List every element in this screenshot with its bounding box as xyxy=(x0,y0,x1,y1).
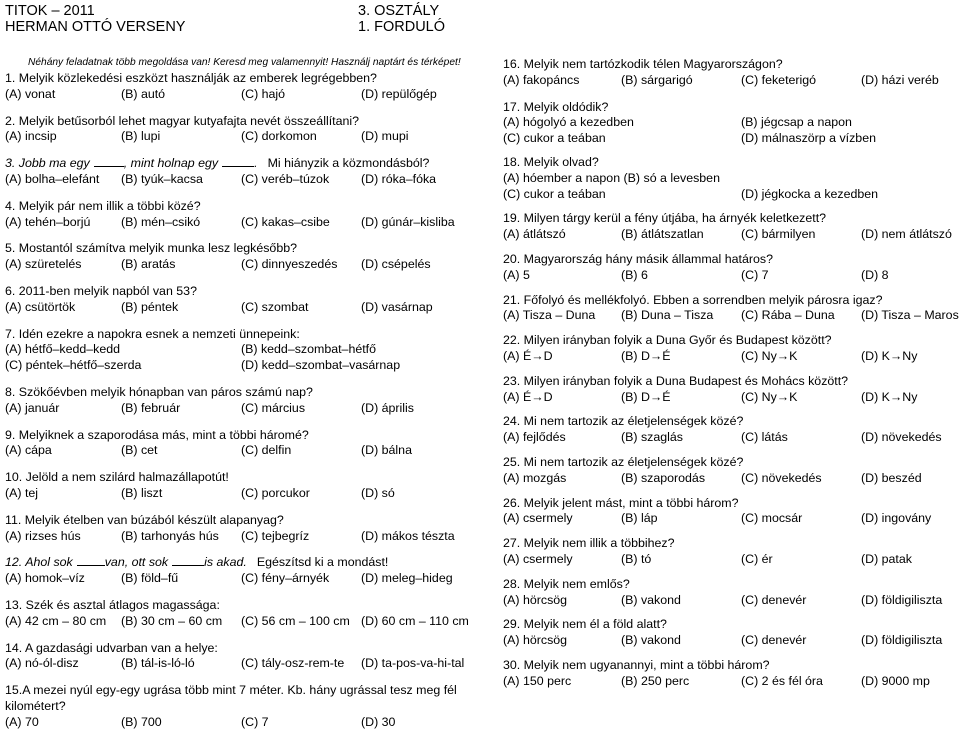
answer-option: (B) vakond xyxy=(621,633,681,648)
answer-option: (D) bálna xyxy=(361,443,412,458)
answer-option: (B) liszt xyxy=(121,485,163,500)
answer-option: (B) jégcsap a napon xyxy=(741,115,852,130)
answer-option: (C) növekedés xyxy=(741,470,822,485)
answer-row xyxy=(5,257,460,273)
question xyxy=(503,293,960,325)
answer-option: (C) Rába – Duna xyxy=(741,308,835,323)
question xyxy=(503,496,960,528)
answer-row xyxy=(5,358,460,374)
answer-option: (B) aratás xyxy=(121,257,176,272)
answer-row xyxy=(503,171,960,187)
answer-option: (D) róka–fóka xyxy=(361,171,437,186)
answer-option: (B) D→É xyxy=(621,389,671,404)
question xyxy=(503,57,960,89)
question-text: 16. Melyik nem tartózkodik télen Magyarországon? xyxy=(503,57,783,71)
question-text: 8. Szökőévben melyik hónapban van páros számú nap? xyxy=(5,384,313,399)
answer-option: (D) földigiliszta xyxy=(861,592,943,607)
question-part: 12. Ahol sok xyxy=(5,555,73,570)
answer-option: (B) 250 perc xyxy=(621,673,690,688)
answer-row xyxy=(5,486,460,502)
answer-option: (B) szaporodás xyxy=(621,470,706,485)
answer-option: (B) tyúk–kacsa xyxy=(121,171,203,186)
question xyxy=(5,513,460,545)
answer-option: (D) április xyxy=(361,400,415,415)
answer-option: (C) péntek–hétfő–szerda xyxy=(5,358,142,373)
answer-option: (D) mákos tészta xyxy=(361,528,455,543)
answer-option: (A) 5 xyxy=(503,267,530,282)
answer-option: (A) 150 perc xyxy=(503,673,572,688)
answer-option: (C) porcukor xyxy=(241,485,310,500)
answer-option: (A) fakopáncs xyxy=(503,72,580,87)
question-text: 11. Melyik ételben van búzából készült alapanyag? xyxy=(5,512,284,527)
answer-option: (D) beszéd xyxy=(861,470,922,485)
answer-row xyxy=(503,471,960,487)
question-text: 9. Melyiknek a szaporodása más, mint a többi háromé? xyxy=(5,427,309,442)
answer-option: (A) tej xyxy=(5,485,39,500)
question-text: 27. Melyik nem illik a többihez? xyxy=(503,536,675,551)
answer-option: (D) jégkocka a kezedben xyxy=(741,186,879,201)
answer-option: (C) szombat xyxy=(241,299,309,314)
answer-option: (B) péntek xyxy=(121,299,179,314)
answer-row xyxy=(5,342,460,358)
answer-row xyxy=(5,300,460,316)
answer-option: (C) dinnyeszedés xyxy=(241,257,338,272)
question xyxy=(5,683,460,730)
instructions-note: Néhány feladatnak több megoldása van! Keresd meg valamennyit! Használj naptárt és térképet! xyxy=(28,57,461,68)
question xyxy=(5,428,460,460)
question xyxy=(503,100,960,147)
answer-option: (D) kedd–szombat–vasárnap xyxy=(241,358,401,373)
answer-option: (D) növekedés xyxy=(861,430,942,445)
answer-option: (D) ingovány xyxy=(861,511,932,526)
answer-option: (D) csépelés xyxy=(361,257,431,272)
question-text: 17. Melyik oldódik? xyxy=(503,99,609,114)
answer-option: (B) átlátszatlan xyxy=(621,227,704,242)
answer-option: (C) tály-osz-rem-te xyxy=(241,656,345,671)
answer-option: (B) cet xyxy=(121,443,158,458)
answer-option: (C) 7 xyxy=(241,714,269,729)
answer-option: (D) Tisza – Maros xyxy=(861,308,959,323)
question-text: 15.A mezei nyúl egy-egy ugrása több mint 7 méter. Kb. hány ugrással tesz meg fél kilométert? xyxy=(5,683,457,713)
question xyxy=(503,252,960,284)
answer-option: (A) hógolyó a kezedben xyxy=(503,115,634,130)
question-text: 4. Melyik pár nem illik a többi közé? xyxy=(5,198,201,213)
answer-option: (D) 8 xyxy=(861,267,889,282)
answer-option: (B) tarhonyás hús xyxy=(121,528,219,543)
answer-row xyxy=(503,390,960,406)
answer-row xyxy=(5,87,460,103)
answer-option: (A) rizses hús xyxy=(5,528,81,543)
answer-option: (B) Duna – Tisza xyxy=(621,308,714,323)
answer-option: (B) tál-is-ló-ló xyxy=(121,656,195,671)
question-text: 10. Jelöld a nem szilárd halmazállapotút! xyxy=(5,470,229,485)
question xyxy=(5,241,460,273)
question xyxy=(5,597,469,630)
answer-row xyxy=(503,227,960,243)
answer-row xyxy=(503,674,960,690)
answer-option: (A) bolha–elefánt xyxy=(5,171,100,186)
answer-option: (C) delfin xyxy=(241,443,292,458)
question xyxy=(5,114,460,146)
question xyxy=(5,199,460,231)
question xyxy=(503,455,960,487)
header-right xyxy=(358,3,445,35)
question-text: 18. Melyik olvad? xyxy=(503,154,599,169)
answer-option: (A) csermely xyxy=(503,511,573,526)
answer-option: (A) incsip xyxy=(5,129,57,144)
blank xyxy=(94,156,124,167)
answer-row xyxy=(503,308,960,324)
blank xyxy=(77,555,105,566)
question-part: Egészítsd ki a mondást! xyxy=(256,555,389,570)
question-text: 28. Melyik nem emlős? xyxy=(503,576,630,591)
answer-row xyxy=(503,73,960,89)
answer-option: (C) 56 cm – 100 cm xyxy=(241,613,350,628)
answer-option: (A) 42 cm – 80 cm xyxy=(5,613,107,628)
answer-option: (A) mozgás xyxy=(503,470,567,485)
answer-option: (B) február xyxy=(121,400,181,415)
answer-option: (D) vasárnap xyxy=(361,299,433,314)
answer-row xyxy=(503,593,960,609)
answer-option: (B) autó xyxy=(121,86,166,101)
answer-option: (B) 30 cm – 60 cm xyxy=(121,613,223,628)
answer-option: (C) tejbegríz xyxy=(241,528,310,543)
round-label: 1. FORDULÓ xyxy=(358,19,446,35)
answer-row xyxy=(503,430,960,446)
answer-option: (A) átlátszó xyxy=(503,227,566,242)
answer-row xyxy=(503,511,960,527)
answer-option: (D) nem átlátszó xyxy=(861,227,952,242)
answer-option: (A) hörcsög xyxy=(503,633,568,648)
question xyxy=(503,333,960,365)
answer-option: (D) 30 xyxy=(361,714,396,729)
question-text: 26. Melyik jelent mást, mint a többi három? xyxy=(503,495,739,510)
answer-option: (C) fény–árnyék xyxy=(241,571,330,586)
question-part: van, ott sok xyxy=(104,555,169,570)
answer-option: (A) nó-ól-disz xyxy=(5,656,79,671)
answer-row xyxy=(503,349,960,365)
answer-option: (B) szaglás xyxy=(621,430,683,445)
answer-option: (C) dorkomon xyxy=(241,129,317,144)
question-part: , mint holnap egy xyxy=(123,156,219,171)
question-part: . xyxy=(254,156,258,171)
blank xyxy=(172,555,204,566)
answer-row xyxy=(5,571,460,587)
answer-option: (A) szüretelés xyxy=(5,257,82,272)
blank xyxy=(222,156,254,167)
answer-option: (B) sárgarigó xyxy=(621,72,693,87)
answer-option: (B) föld–fű xyxy=(121,571,179,586)
question-text: 19. Milyen tárgy kerül a fény útjába, ha árnyék keletkezett? xyxy=(503,211,827,226)
answer-option: (B) láp xyxy=(621,511,658,526)
answer-row xyxy=(503,131,960,147)
question xyxy=(503,414,960,446)
answer-option: (C) 2 és fél óra xyxy=(741,673,823,688)
answer-option: (C) ér xyxy=(741,551,773,566)
answer-row xyxy=(5,172,460,188)
answer-option: (C) Ny→K xyxy=(741,348,798,363)
question-text: 1. Melyik közlekedési eszközt használják az emberek legrégebben? xyxy=(5,71,377,85)
question-text: 7. Idén ezekre a napokra esnek a nemzeti ünnepeink: xyxy=(5,326,300,341)
answer-option: (C) denevér xyxy=(741,592,807,607)
answer-option: (C) kakas–csibe xyxy=(241,214,330,229)
answer-option: (D) ta-pos-va-hi-tal xyxy=(361,656,465,671)
answer-option: (B) tó xyxy=(621,551,652,566)
answer-row xyxy=(5,715,460,731)
answer-row xyxy=(503,187,960,203)
answer-row xyxy=(5,401,460,417)
question-part: Mi hiányzik a közmondásból? xyxy=(267,156,430,171)
answer-option: (D) patak xyxy=(861,551,912,566)
question-text: 20. Magyarország hány másik állammal határos? xyxy=(503,251,773,266)
answer-option: (A) hörcsög xyxy=(503,592,568,607)
answer-option: (B) lupi xyxy=(121,129,161,144)
contest-name: HERMAN OTTÓ VERSENY xyxy=(5,19,186,35)
questions-left-column xyxy=(5,71,469,731)
answer-row xyxy=(503,633,960,649)
answer-option: (B) 700 xyxy=(121,714,162,729)
question xyxy=(5,71,460,103)
answer-option: (D) 9000 mp xyxy=(861,673,930,688)
question xyxy=(5,470,460,502)
question-text: 23. Milyen irányban folyik a Duna Budapest és Mohács között? xyxy=(503,373,849,388)
question-text: 14. A gazdasági udvarban van a helye: xyxy=(5,640,218,655)
header-left xyxy=(5,3,185,35)
question-text: 22. Milyen irányban folyik a Duna Győr és Budapest között? xyxy=(503,333,832,348)
answer-option: (D) málnaszörp a vízben xyxy=(741,131,876,146)
answer-option: (C) mocsár xyxy=(741,511,803,526)
answer-row xyxy=(5,129,460,145)
answer-option: (C) március xyxy=(241,400,306,415)
answer-option: (A) hóember a napon (B) só a levesben xyxy=(503,170,720,185)
contest-title: TITOK – 2011 xyxy=(5,3,95,19)
answer-option: (C) bármilyen xyxy=(741,227,816,242)
question-text: 2. Melyik betűsorból lehet magyar kutyafajta nevét összeállítani? xyxy=(5,113,360,128)
questions-right-column xyxy=(503,57,960,690)
answer-option: (C) látás xyxy=(741,430,788,445)
answer-row xyxy=(5,529,460,545)
answer-option: (D) mupi xyxy=(361,129,409,144)
answer-option: (A) vonat xyxy=(5,86,56,101)
question xyxy=(5,385,460,417)
question-text: 21. Főfolyó és mellékfolyó. Ebben a sorrendben melyik párosra igaz? xyxy=(503,292,883,307)
question xyxy=(503,658,960,690)
answer-row xyxy=(503,552,960,568)
answer-option: (B) mén–csikó xyxy=(121,214,201,229)
answer-option: (C) cukor a teában xyxy=(503,186,606,201)
answer-option: (D) meleg–hideg xyxy=(361,571,453,586)
answer-option: (D) repülőgép xyxy=(361,86,437,101)
question-text: 6. 2011-ben melyik napból van 53? xyxy=(5,283,197,298)
answer-option: (C) 7 xyxy=(741,267,769,282)
answer-row xyxy=(5,613,469,630)
answer-option: (B) vakond xyxy=(621,592,681,607)
answer-option: (A) Tisza – Duna xyxy=(503,308,596,323)
answer-option: (B) kedd–szombat–hétfő xyxy=(241,342,376,357)
answer-option: (C) veréb–túzok xyxy=(241,171,330,186)
answer-row xyxy=(5,656,465,672)
answer-option: (B) D→É xyxy=(621,348,671,363)
question xyxy=(503,617,960,649)
answer-option: (C) Ny→K xyxy=(741,389,798,404)
question xyxy=(5,156,460,188)
question-text: 24. Mi nem tartozik az életjelenségek közé? xyxy=(503,414,744,429)
question-text: 13. Szék és asztal átlagos magassága: xyxy=(5,597,220,612)
question-text xyxy=(5,555,460,571)
question xyxy=(503,536,960,568)
answer-row xyxy=(503,268,960,284)
answer-option: (C) cukor a teában xyxy=(503,131,606,146)
answer-option: (C) denevér xyxy=(741,633,807,648)
answer-option: (B) 6 xyxy=(621,267,648,282)
answer-option: (A) január xyxy=(5,400,60,415)
answer-option: (A) hétfő–kedd–kedd xyxy=(5,342,121,357)
answer-row xyxy=(5,215,460,231)
answer-option: (A) tehén–borjú xyxy=(5,214,91,229)
answer-option: (C) hajó xyxy=(241,86,286,101)
answer-option: (D) 60 cm – 110 cm xyxy=(361,613,469,628)
answer-option: (A) É→D xyxy=(503,389,553,404)
question xyxy=(5,327,460,374)
question xyxy=(503,211,960,243)
answer-option: (A) csütörtök xyxy=(5,299,76,314)
question-text: 25. Mi nem tartozik az életjelenségek közé? xyxy=(503,454,744,469)
question xyxy=(5,284,460,316)
answer-option: (A) homok–víz xyxy=(5,571,85,586)
question xyxy=(503,577,960,609)
question xyxy=(5,640,465,673)
question-text xyxy=(5,156,460,172)
question-part: 3. Jobb ma egy xyxy=(5,156,90,171)
answer-option: (A) csermely xyxy=(503,551,573,566)
grade-label: 3. OSZTÁLY xyxy=(358,3,440,19)
answer-option: (A) fejlődés xyxy=(503,430,566,445)
answer-row xyxy=(503,115,960,131)
question xyxy=(503,155,960,202)
answer-option: (D) házi veréb xyxy=(861,72,939,87)
answer-option: (D) gúnár–kisliba xyxy=(361,214,455,229)
answer-option: (D) K→Ny xyxy=(861,348,918,363)
answer-option: (A) cápa xyxy=(5,443,52,458)
question-text: 29. Melyik nem él a föld alatt? xyxy=(503,617,667,632)
question xyxy=(5,555,460,587)
question-part: is akad. xyxy=(204,555,247,570)
question xyxy=(503,374,960,406)
answer-option: (D) földigiliszta xyxy=(861,633,943,648)
answer-option: (C) feketerigó xyxy=(741,72,817,87)
question-text: 30. Melyik nem ugyanannyi, mint a többi három? xyxy=(503,657,770,672)
answer-option: (D) só xyxy=(361,485,395,500)
answer-option: (A) 70 xyxy=(5,714,39,729)
answer-row xyxy=(5,443,460,459)
question-text: 5. Mostantól számítva melyik munka lesz legkésőbb? xyxy=(5,241,297,256)
answer-option: (A) É→D xyxy=(503,348,553,363)
answer-option: (D) K→Ny xyxy=(861,389,918,404)
